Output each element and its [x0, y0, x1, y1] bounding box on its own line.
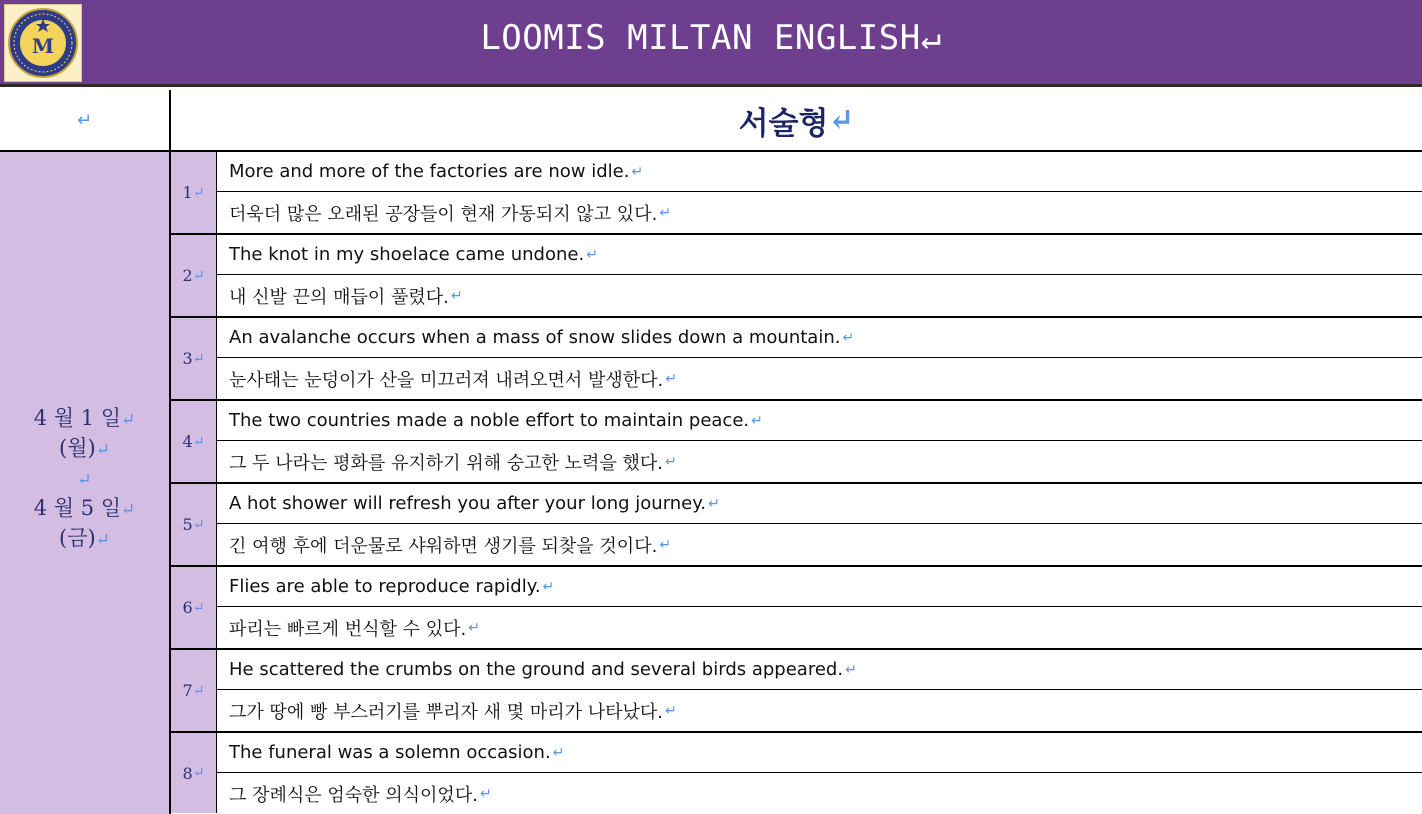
korean-translation: 긴 여행 후에 더운물로 샤워하면 생기를 되찾을 것이다. ↵: [229, 536, 672, 557]
english-sentence: More and more of the factories are now idle. ↵: [217, 152, 1422, 192]
english-sentence: He scattered the crumbs on the ground and several birds appeared. ↵: [217, 650, 1422, 690]
date-separator: ↵: [77, 470, 92, 490]
sentence-number: 3 ↵: [171, 318, 217, 399]
sentence-number: 8 ↵: [171, 733, 217, 813]
return-mark: ↵: [920, 18, 942, 58]
svg-text:M: M: [31, 34, 55, 58]
date-end: 4 월 5 일↵: [33, 496, 136, 520]
section-header-row: [0, 90, 1422, 152]
korean-translation: 내 신발 끈의 매듭이 풀렸다. ↵: [229, 287, 463, 308]
sentence-number: 6 ↵: [171, 567, 217, 648]
date-start: 4 월 1 일↵: [33, 406, 136, 430]
sentence-row: [171, 567, 1422, 650]
sentence-row: [171, 484, 1422, 567]
english-sentence: The two countries made a noble effort to maintain peace. ↵: [217, 401, 1422, 441]
sentence-number: 7 ↵: [171, 650, 217, 731]
sentence-row: [171, 401, 1422, 484]
sentence-row: [171, 733, 1422, 813]
date-end-day: (금)↵: [59, 526, 110, 550]
section-title: 서술형 ↵: [738, 102, 855, 142]
sentence-table: [171, 152, 1422, 813]
english-sentence: Flies are able to reproduce rapidly. ↵: [217, 567, 1422, 607]
sentence-number: 2 ↵: [171, 235, 217, 316]
section-header-left-cell: [0, 90, 169, 150]
return-mark: ↵: [76, 109, 93, 131]
korean-translation: 눈사태는 눈덩이가 산을 미끄러져 내려오면서 발생한다. ↵: [229, 370, 677, 391]
sentence-number: 5 ↵: [171, 484, 217, 565]
sentence-row: [171, 235, 1422, 318]
sentence-row: [171, 318, 1422, 401]
english-sentence: The knot in my shoelace came undone. ↵: [217, 235, 1422, 275]
sentence-number: 1 ↵: [171, 152, 217, 233]
korean-translation: 그가 땅에 빵 부스러기를 뿌리자 새 몇 마리가 나타났다. ↵: [229, 702, 677, 723]
date-start-day: (월)↵: [59, 436, 110, 460]
korean-translation: 파리는 빠르게 번식할 수 있다. ↵: [229, 619, 480, 640]
english-sentence: A hot shower will refresh you after your long journey. ↵: [217, 484, 1422, 524]
sentence-row: [171, 650, 1422, 733]
date-range-cell: [0, 152, 169, 814]
korean-translation: 더욱더 많은 오래된 공장들이 현재 가동되지 않고 있다. ↵: [229, 204, 672, 225]
return-mark: ↵: [828, 102, 855, 138]
page-title: LOOMIS MILTAN ENGLISH↵: [480, 18, 942, 58]
korean-translation: 그 두 나라는 평화를 유지하기 위해 숭고한 노력을 했다. ↵: [229, 453, 677, 474]
sentence-row: [171, 152, 1422, 235]
english-sentence: The funeral was a solemn occasion. ↵: [217, 733, 1422, 773]
document-header: [0, 0, 1422, 87]
korean-translation: 그 장례식은 엄숙한 의식이었다. ↵: [229, 785, 492, 806]
sentence-number: 4 ↵: [171, 401, 217, 482]
english-sentence: An avalanche occurs when a mass of snow slides down a mountain. ↵: [217, 318, 1422, 358]
